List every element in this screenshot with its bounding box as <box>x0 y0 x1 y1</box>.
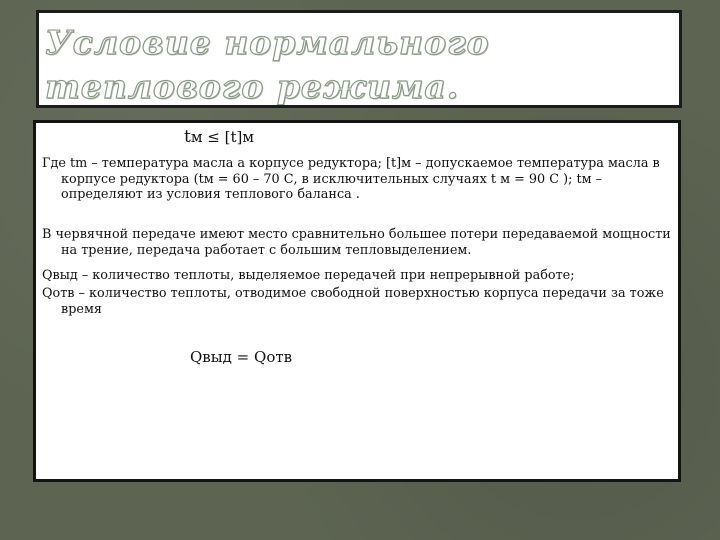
heat-removed-paragraph: Qотв – количество теплоты, отводимое свободной поверхностью корпуса передачи за тоже время <box>42 286 664 317</box>
slide-title: Условие нормального теплового режима. <box>45 23 490 106</box>
content-box <box>33 120 681 482</box>
definition-paragraph: Где tm – температура масла а корпусе редуктора; [t]м – допускаемое температура масла в корпусе редуктора (tм = 60 – 70 С, в исключительных случаях t м = 90 С ); tм – определяют из условия теплового баланса . <box>42 156 660 202</box>
title-box <box>36 10 682 108</box>
formula-temperature-condition <box>184 127 254 147</box>
formula-condition-rest: м ≤ [t]м <box>190 128 255 146</box>
formula-t-symbol: t <box>184 127 191 147</box>
worm-gear-paragraph: В червячной передаче имеют место сравнительно большее потери передаваемой мощности на трение, передача работает с большим тепловыделением. <box>42 227 671 258</box>
heat-balance-formula: Qвыд = Qотв <box>190 348 293 366</box>
heat-generated-paragraph: Qвыд – количество теплоты, выделяемое передачей при непрерывной работе; <box>42 268 575 283</box>
